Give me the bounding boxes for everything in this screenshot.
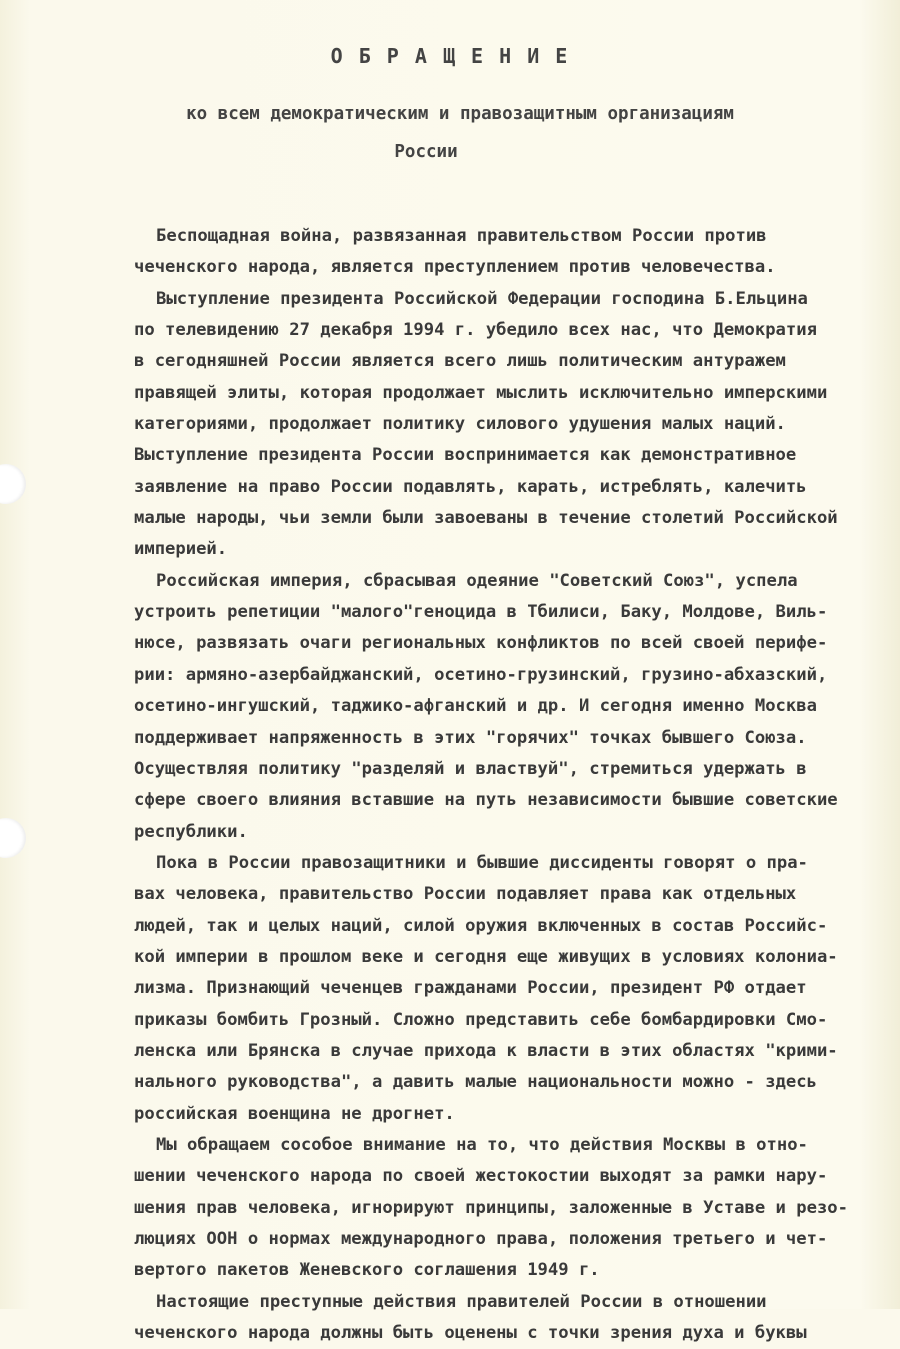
punch-hole: [0, 818, 26, 858]
text-line: приказы бомбить Грозный. Сложно представить себе бомбардировки Смо-: [134, 1009, 828, 1030]
document-subtitle: ко всем демократическим и правозащитным организациям: [186, 104, 734, 124]
text-line: малые народы, чьи земли были завоеваны в течение столетий Российской: [134, 508, 838, 529]
document-body: [134, 221, 894, 1349]
text-line: Настоящие преступные действия правителей России в отношении: [156, 1291, 767, 1312]
text-line: Выступление президента России воспринимается как демонстративное: [134, 445, 797, 466]
text-line: Осуществляя политику "разделяй и властвуй", стремиться удержать в: [134, 758, 807, 779]
text-line: чеченского народа должны быть оценены с точки зрения духа и буквы: [134, 1323, 807, 1344]
text-line: ленска или Брянска в случае прихода к власти в этих областях "крими-: [134, 1040, 838, 1061]
text-line: Российская империя, сбрасывая одеяние "Советский Союз", успела: [156, 570, 798, 591]
text-line: лизма. Признающий чеченцев гражданами России, президент РФ отдает: [134, 978, 807, 999]
document-title: О Б Р А Щ Е Н И Е: [330, 44, 570, 68]
text-line: шении чеченского народа по своей жестокостии выходят за рамки нару-: [134, 1166, 828, 1187]
text-line: Беспощадная война, развязанная правительством России против: [156, 226, 767, 246]
text-line: Мы обращаем сособое внимание на то, что действия Москвы в отно-: [156, 1134, 808, 1155]
text-line: чеченского народа, является преступлением против человечества.: [134, 257, 776, 278]
text-line: поддерживает напряженность в этих "горячих" точках бывшего Союза.: [134, 727, 807, 748]
text-line: нюсе, развязать очаги региональных конфликтов по всей своей перифе-: [134, 633, 828, 654]
text-line: по телевидению 27 декабря 1994 г. убедило всех нас, что Демократия: [134, 320, 817, 341]
text-line: сфере своего влияния вставшие на путь независимости бывшие советские: [134, 790, 838, 811]
text-line: вах человека, правительство России подавляет права как отдельных: [134, 884, 797, 905]
text-line: правящей элиты, которая продолжает мыслить исключительно имперскими: [134, 382, 828, 403]
document-subtitle-line2: России: [394, 142, 458, 162]
text-line: империей.: [134, 539, 228, 560]
text-line: вертого пакетов Женевского соглашения 1949 г.: [134, 1260, 600, 1281]
text-line: люциях ООН о нормах международного права, положения третьего и чет-: [134, 1229, 828, 1249]
text-line: заявление на право России подавлять, карать, истреблять, калечить: [134, 476, 807, 497]
text-line: Пока в России правозащитники и бывшие диссиденты говорят о пра-: [156, 852, 808, 873]
text-line: осетино-ингушский, таджико-афганский и др. И сегодня именно Москва: [134, 696, 817, 717]
punch-hole: [0, 464, 26, 504]
text-line: кой империи в прошлом веке и сегодня еще живущих в условиях колониа-: [134, 946, 838, 967]
text-line: российская военщина не дрогнет.: [134, 1103, 455, 1124]
text-line: в сегодняшней России является всего лишь политическим антуражем: [134, 351, 786, 372]
text-line: устроить репетиции "малого"геноцида в Тбилиси, Баку, Молдове, Виль-: [134, 602, 828, 623]
text-line: категориями, продолжает политику силового удушения малых наций.: [134, 414, 786, 435]
text-line: людей, так и целых наций, силой оружия включенных в состав Российс-: [134, 915, 828, 936]
text-line: шения прав человека, игнорируют принципы, заложенные в Уставе и резо-: [134, 1197, 848, 1218]
text-line: рии: армяно-азербайджанский, осетино-грузинский, грузино-абхазский,: [134, 664, 828, 685]
text-line: республики.: [134, 821, 248, 842]
text-line: нального руководства", а давить малые национальности можно - здесь: [134, 1072, 817, 1093]
text-line: Выступление президента Российской Федерации господина Б.Ельцина: [156, 288, 808, 309]
